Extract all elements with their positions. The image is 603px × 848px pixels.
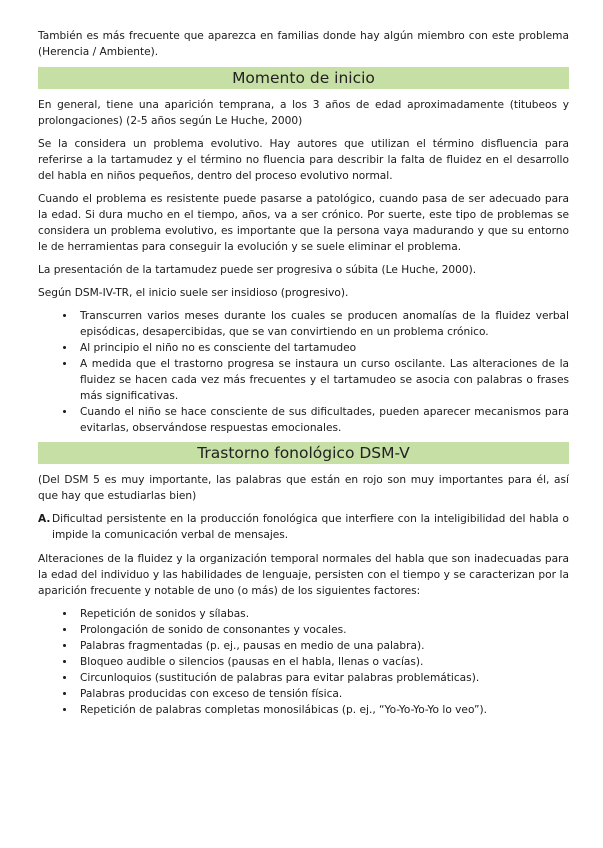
factors-list [38,606,569,718]
onset-bullet-list [38,308,569,436]
factor-item: • Bloqueo audible o silencios (pausas en el habla, llenas o vacías). [76,654,569,670]
onset-paragraph-5: Según DSM-IV-TR, el inicio suele ser insidioso (progresivo). [38,287,349,299]
criterion-a [38,511,569,543]
factor-item: • Repetición de palabras completas monosilábicas (p. ej., “Yo-Yo-Yo-Yo lo veo”). [76,702,569,718]
factor-item: • Repetición de sonidos y sílabas. [76,606,569,622]
criterion-a-text: Dificultad persistente en la producción fonológica que interfiere con la inteligibilidad del habla o impide la comunicación verbal de mensajes. [52,513,569,541]
section-title-onset: Momento de inicio [38,67,569,89]
criterion-a-marker: A. [38,513,51,525]
onset-bullet: • Al principio el niño no es consciente del tartamudeo [76,340,569,356]
onset-bullet: • Transcurren varios meses durante los cuales se producen anomalías de la fluidez verbal episódicas, desapercibidas, que se van convirtiendo en un problema crónico. [76,308,569,340]
onset-bullet: • A medida que el trastorno progresa se instaura un curso oscilante. Las alteraciones de la fluidez se hacen cada vez más frecuentes y el tartamudeo se asocia con palabras o frases más significativas. [76,356,569,404]
section-title-disorder: Trastorno fonológico DSM-V [38,442,569,464]
onset-paragraph-4: La presentación de la tartamudez puede ser progresiva o súbita (Le Huche, 2000). [38,264,477,276]
factor-item: • Palabras producidas con exceso de tensión física. [76,686,569,702]
factor-item: • Palabras fragmentadas (p. ej., pausas en medio de una palabra). [76,638,569,654]
onset-paragraph-2: Se la considera un problema evolutivo. Hay autores que utilizan el término disfluencia para referirse a la tartamudez y el término no fluencia para describir la falta de fluidez en el desarrollo del habla en niños pequeños, dentro del proceso evolutivo normal. [38,138,569,182]
factor-item: • Prolongación de sonido de consonantes y vocales. [76,622,569,638]
onset-bullet: • Cuando el niño se hace consciente de sus dificultades, pueden aparecer mecanismos para evitarlas, observándose respuestas emocionales. [76,404,569,436]
alterations-paragraph: Alteraciones de la fluidez y la organización temporal normales del habla que son inadecuadas para la edad del individuo y las habilidades de lenguaje, persisten con el tiempo y se caracterizan por la aparición frecuente y notable de uno (o más) de los siguientes factores: [38,553,569,597]
factor-item: • Circunloquios (sustitución de palabras para evitar palabras problemáticas). [76,670,569,686]
intro-paragraph: También es más frecuente que aparezca en familias donde hay algún miembro con este problema (Herencia / Ambiente). [38,30,569,58]
onset-paragraph-1: En general, tiene una aparición temprana, a los 3 años de edad aproximadamente (titubeos y prolongaciones) (2-5 años según Le Huche, 2000) [38,99,569,127]
disorder-note: (Del DSM 5 es muy importante, las palabras que están en rojo son muy importantes para él, así que hay que estudiarlas bien) [38,474,569,502]
onset-paragraph-3: Cuando el problema es resistente puede pasarse a patológico, cuando pasa de ser adecuado para la edad. Si dura mucho en el tiempo, años, va a ser crónico. Por suerte, este tipo de problemas se considera un problema evolutivo, es importante que la persona vaya madurando y que su entorno le de herramientas para conseguir la evolución y se suele eliminar el problema. [38,193,569,253]
